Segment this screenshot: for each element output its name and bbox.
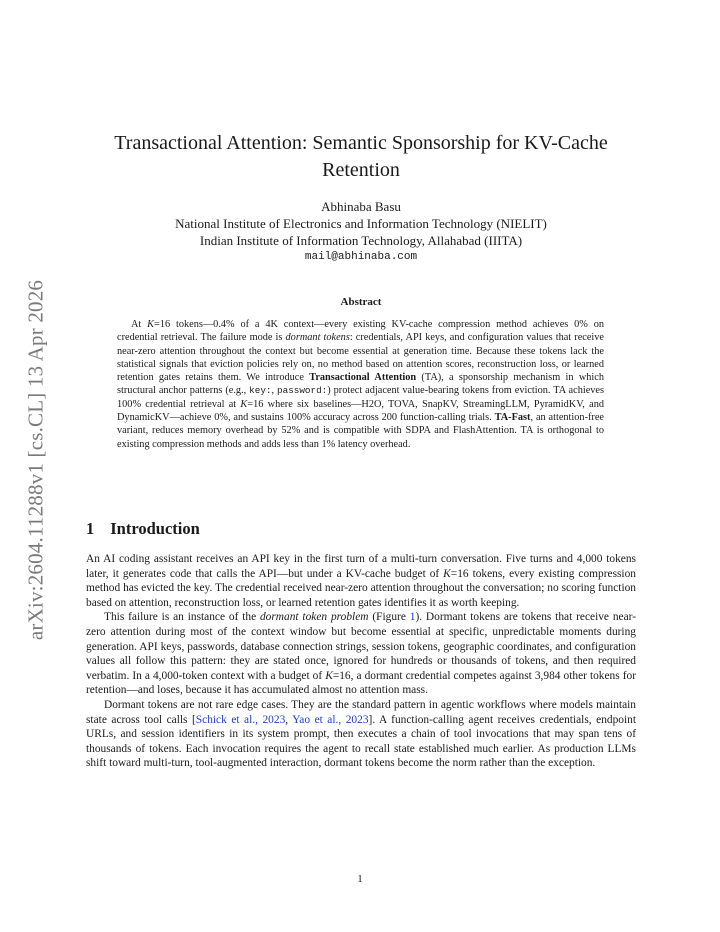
section-title: Introduction <box>110 519 200 538</box>
abstract-body <box>117 318 604 451</box>
abstract-text: =16 tokens—0.4% of a 4K context—every existing KV-cache compression method achieves 0% on credential retrieval. The failure mode is <box>117 319 604 344</box>
page-number: 1 <box>357 873 363 885</box>
paper-title: Transactional Attention: Semantic Sponsorship for KV-Cache Retention <box>114 132 608 181</box>
abstract-text: (TA), a sponsorship mechanism in which structural anchor patterns (e.g., <box>117 372 604 397</box>
arxiv-identifier: arXiv:2604.11288v1 [cs.CL] 13 Apr 2026 <box>23 279 48 641</box>
abstract-emphasis: dormant tokens <box>285 332 350 344</box>
abstract-math-k: K <box>147 319 155 330</box>
abstract-heading: Abstract <box>340 296 382 308</box>
abstract-code-password: password: <box>277 385 328 397</box>
introduction-body <box>86 552 636 771</box>
section-number: 1 <box>86 519 95 538</box>
abstract-text: ) protect adjacent value-bearing tokens from eviction. TA achieves 100% credential retrieval at <box>117 385 604 410</box>
intro-text: (Figure <box>368 611 410 624</box>
citation-schick-link[interactable]: Schick et al., 2023 <box>195 713 286 726</box>
author-affiliation-2: Indian Institute of Information Technology, Allahabad (IIITA) <box>199 233 523 248</box>
author-name: Abhinaba Basu <box>321 199 401 214</box>
abstract-text: =16 where six baselines—H2O, TOVA, SnapKV, StreamingLLM, PyramidKV, and DynamicKV—achieve 0%, and sustains 100% accuracy across 200 function-calling trials. <box>117 398 605 424</box>
intro-paragraph-3 <box>86 698 636 771</box>
author-email: mail@abhinaba.com <box>304 251 418 263</box>
abstract-text: , an attention-free variant, reduces memory overhead by 52% and is compatible with SDPA and FlashAttention. TA is orthogonal to existing compression methods and adds less than 1% latency overhead. <box>117 412 604 450</box>
abstract-text: , <box>271 385 278 397</box>
intro-text: An AI coding assistant receives an API key in the first turn of a multi-turn conversation. Five turns and 4,000 tokens later, it generates code that calls the API—but under a KV-cache budget of <box>86 553 636 580</box>
abstract-math-k: K <box>240 398 248 410</box>
abstract-text: At <box>131 319 148 330</box>
abstract-text: : credentials, API keys, and configuration values that receive near-zero attention throughout the context but become essential at generation time. Because these tokens lack the statistical signals that eviction policies rely on, no method based on attention scores, reconstruction loss, or learned retention gates retains them. We introduce <box>117 332 604 384</box>
intro-text: ]. A function-calling agent receives credentials, endpoint URLs, and session identifiers in its system prompt, then executes a chain of tool invocations that may span tens of thousands of tokens. Each invocation requires the agent to recall state established much earlier. As production LLMs shift toward multi-turn, tool-augmented interaction, dormant tokens become the norm rather than the exception. <box>86 713 637 770</box>
intro-paragraph-1 <box>86 552 636 610</box>
abstract-method-name: Transactional Attention <box>309 372 417 384</box>
intro-text: , <box>285 713 293 726</box>
abstract-variant-name: TA-Fast <box>494 412 531 424</box>
author-block <box>86 198 636 266</box>
intro-text: ). Dormant tokens are tokens that receive near-zero attention during most of the context window but become essential at specific, unpredictable moments during generation. API keys, passwords, database connection strings, session tokens, geographic coordinates, and configuration values all follow this pattern: they are stated once, ignored for hundreds or thousands of tokens, and then required verbatim. In a 4,000-token context with a budget of <box>86 611 637 682</box>
intro-text: This failure is an instance of the <box>104 611 260 624</box>
intro-text: =16, a dormant credential competes against 3,984 other tokens for retention—and loses, because it has accumulated almost no attention mass. <box>86 669 636 697</box>
intro-paragraph-2 <box>86 610 636 698</box>
intro-math-k: K <box>325 669 333 682</box>
arxiv-side-stamp <box>22 260 50 660</box>
section-heading <box>86 519 200 539</box>
intro-text: =16 tokens, every existing compression method has evicted the key. The credential received near-zero attention throughout the conversation; no scoring function based on attention, reconstruction loss, or learned retention gates identifies it as worth keeping. <box>86 567 636 609</box>
intro-math-k: K <box>443 567 451 580</box>
intro-emphasis: dormant token problem <box>259 611 369 624</box>
abstract-code-key: key: <box>249 385 272 397</box>
author-affiliation-1: National Institute of Electronics and Information Technology (NIELIT) <box>175 216 547 231</box>
figure-1-link[interactable]: 1 <box>409 611 416 624</box>
intro-text: Dormant tokens are not rare edge cases. They are the standard pattern in agentic workflows where models maintain state across tool calls [ <box>86 698 636 726</box>
citation-yao-link[interactable]: Yao et al., 2023 <box>292 713 369 726</box>
